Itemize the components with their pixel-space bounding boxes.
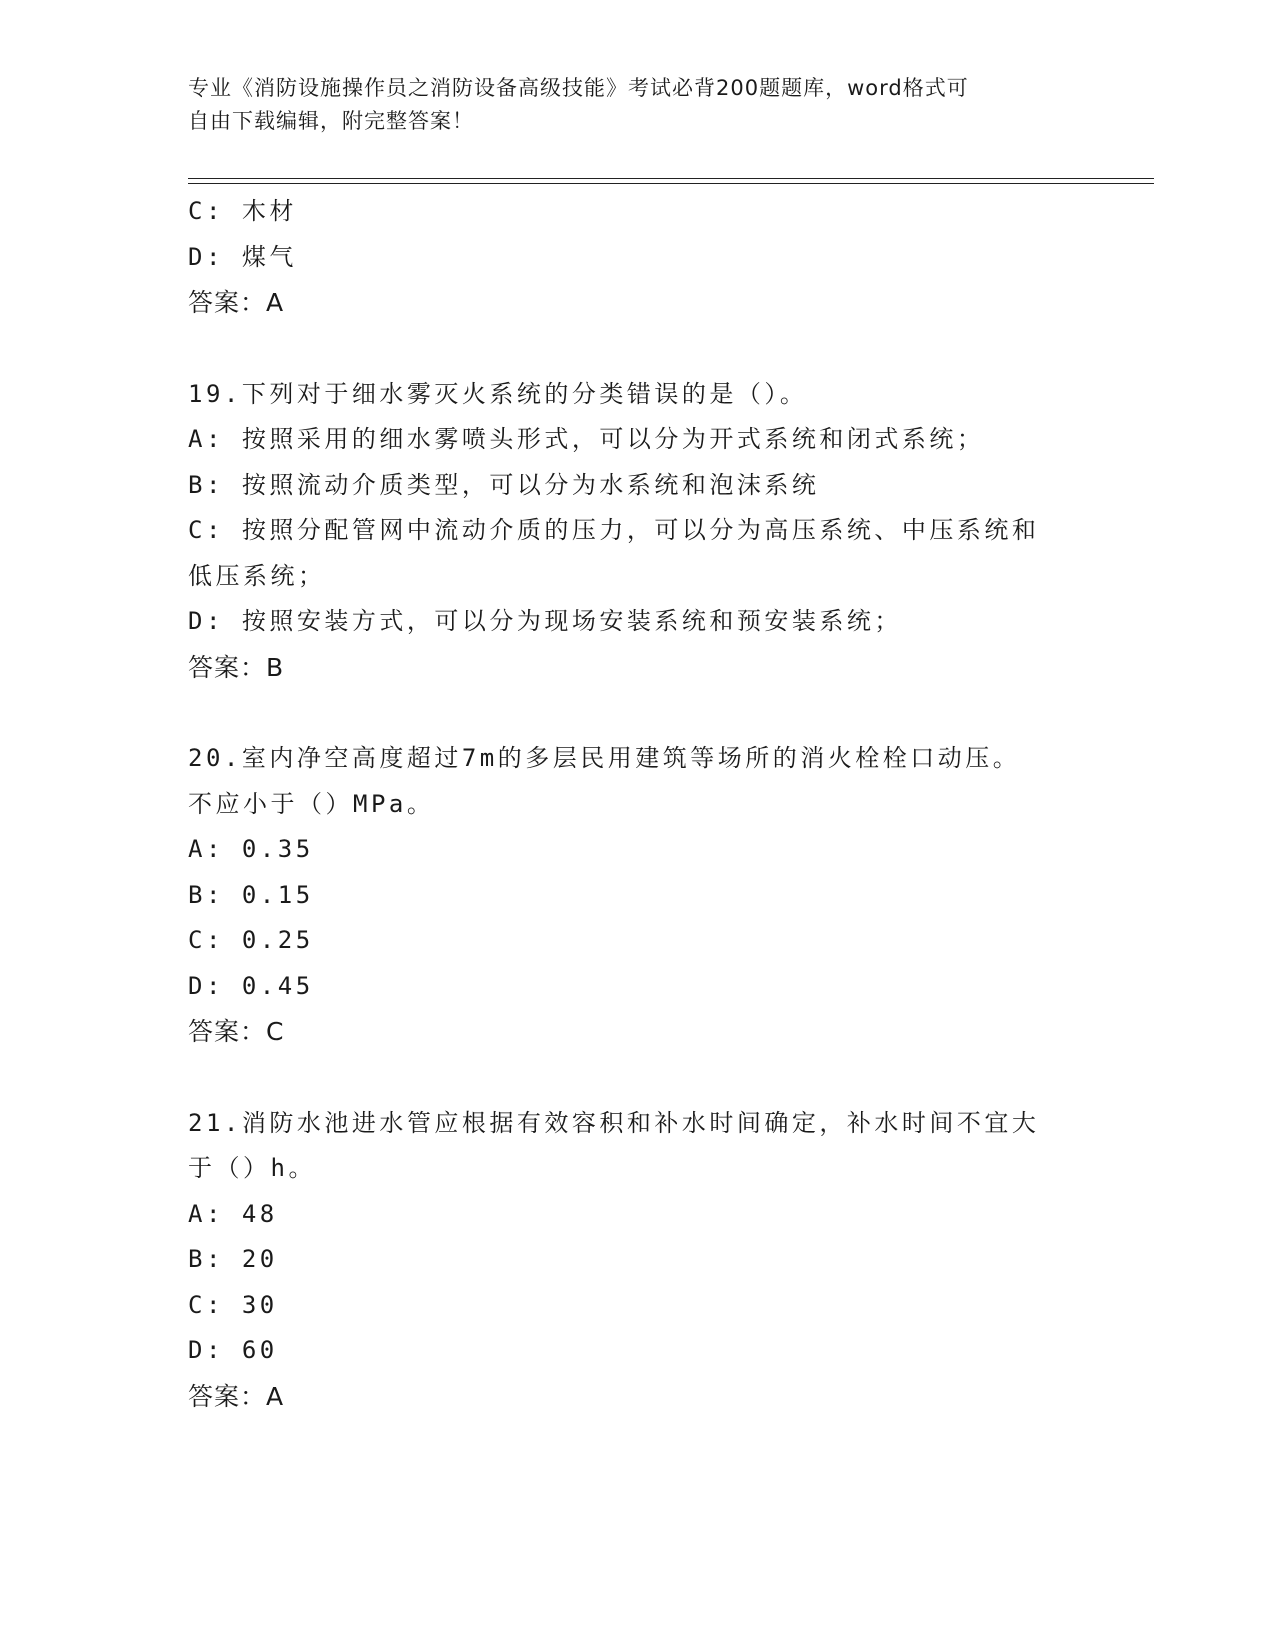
question-stem: 21.消防水池进水管应根据有效容积和补水时间确定，补水时间不宜大	[188, 1108, 1040, 1137]
answer-line: 答案：A	[188, 288, 285, 317]
spacer	[188, 326, 1088, 372]
prev-question-tail	[188, 189, 1088, 326]
option-a: A: 按照采用的细水雾喷头形式，可以分为开式系统和闭式系统；	[188, 425, 985, 453]
option-b: B: 0.15	[188, 880, 314, 909]
option-d: D: 按照安装方式，可以分为现场安装系统和预安装系统；	[188, 607, 902, 635]
header-line-2: 自由下载编辑，附完整答案！	[188, 109, 474, 133]
document-header	[188, 72, 1088, 138]
header-line-1: 专业《消防设施操作员之消防设备高级技能》考试必背200题题库，word格式可	[188, 76, 969, 100]
option-d: D: 0.45	[188, 971, 314, 1000]
option-b: B: 按照流动介质类型，可以分为水系统和泡沫系统	[188, 470, 820, 499]
option-b: B: 20	[188, 1245, 278, 1273]
question-stem-continuation: 于（）h。	[188, 1154, 316, 1182]
answer-line: 答案：C	[188, 1017, 285, 1046]
question-list	[188, 189, 1088, 1419]
answer-line: 答案：B	[188, 652, 285, 682]
question-stem-continuation: 不应小于（）MPa。	[188, 789, 435, 818]
answer-line: 答案：A	[188, 1381, 285, 1411]
option-c: C: 0.25	[188, 926, 314, 954]
spacer	[188, 1055, 1088, 1101]
header-divider-top	[188, 178, 1154, 179]
option-d: D: 60	[188, 1336, 278, 1364]
question-stem: 20.室内净空高度超过7m的多层民用建筑等场所的消火栓栓口动压。	[188, 744, 1021, 772]
option-c: C: 木材	[188, 197, 297, 225]
question-19	[188, 372, 1088, 691]
option-a: A: 48	[188, 1199, 278, 1228]
question-stem: 19.下列对于细水雾灭火系统的分类错误的是（）。	[188, 379, 808, 408]
question-21	[188, 1101, 1088, 1420]
option-d: D: 煤气	[188, 242, 297, 271]
header-divider-bottom	[188, 183, 1154, 184]
option-a: A: 0.35	[188, 835, 314, 863]
spacer	[188, 690, 1088, 736]
option-c: C: 30	[188, 1290, 278, 1319]
option-c-continuation: 低压系统；	[188, 561, 326, 590]
option-c: C: 按照分配管网中流动介质的压力，可以分为高压系统、中压系统和	[188, 516, 1040, 544]
question-20	[188, 736, 1088, 1055]
